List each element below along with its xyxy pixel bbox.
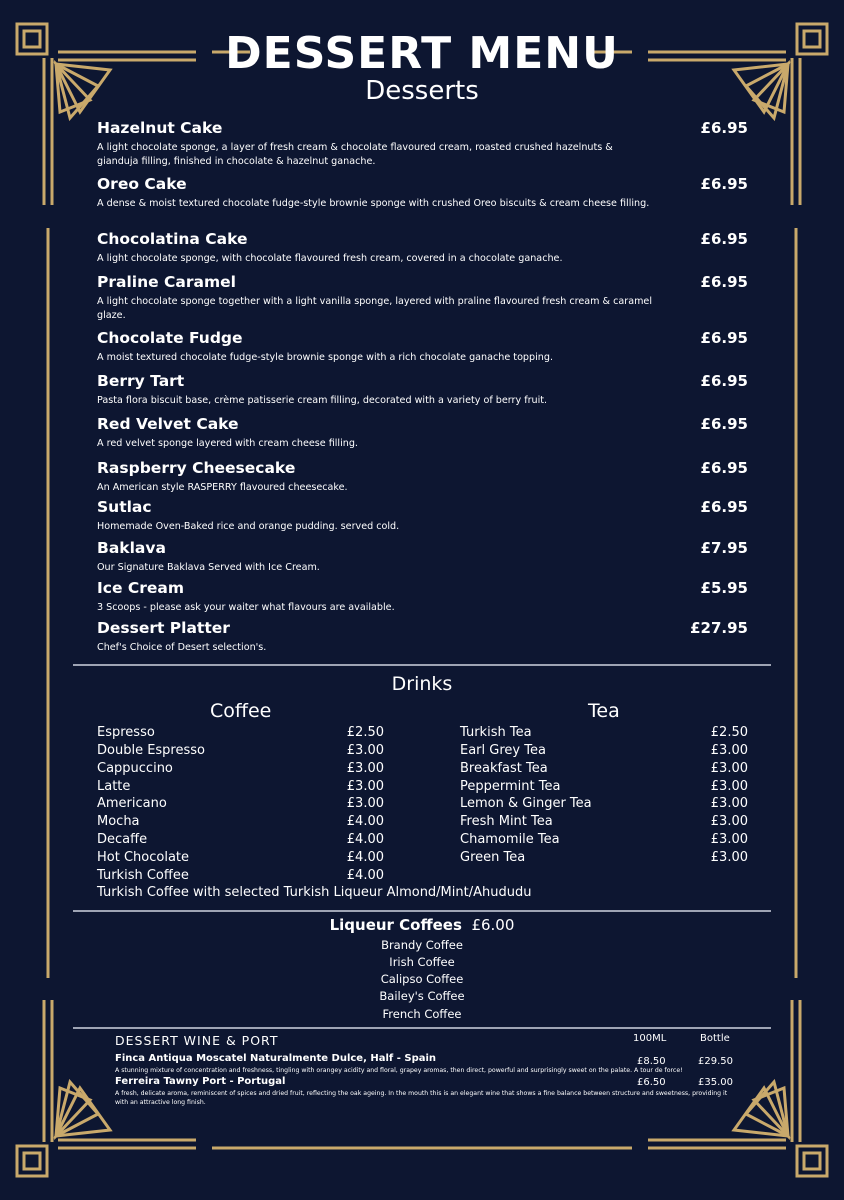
- list-item: [460, 814, 748, 829]
- drinks-heading: Drinks: [391, 673, 453, 695]
- drink-price: £3.00: [346, 761, 384, 776]
- drink-name: Chamomile Tea: [460, 832, 560, 847]
- liqueur-price: £6.00: [471, 916, 515, 934]
- drink-name: Turkish Coffee: [97, 868, 189, 883]
- drink-price: £3.00: [346, 743, 384, 758]
- wine-description: A stunning mixture of concentration and freshness, tingling with orangey acidity and floral, grapey aromas, then direct, powerful and surprisingly sweet on the palate. A tour de force!: [115, 1067, 683, 1074]
- item-price: £6.95: [700, 329, 748, 347]
- drink-name: Earl Grey Tea: [460, 743, 546, 758]
- drink-price: £3.00: [710, 779, 748, 794]
- list-item: Calipso Coffee: [380, 972, 464, 986]
- list-item: [97, 868, 384, 883]
- list-item: [97, 796, 384, 811]
- drink-name: Breakfast Tea: [460, 761, 548, 776]
- wine-name: Ferreira Tawny Port - Portugal: [115, 1076, 286, 1087]
- drink-price: £3.00: [710, 814, 748, 829]
- list-item: French Coffee: [382, 1007, 462, 1021]
- item-price: £6.95: [700, 415, 748, 433]
- drink-price: £3.00: [710, 743, 748, 758]
- wine-col-bottle: Bottle: [700, 1033, 730, 1044]
- list-item: [460, 796, 748, 811]
- item-name: Praline Caramel: [97, 273, 236, 291]
- item-description: A light chocolate sponge, a layer of fresh cream & chocolate flavoured cream, roasted crushed hazelnuts & gianduja filling, finished in chocolate & hazelnut ganache.: [97, 142, 613, 167]
- drink-price: £3.00: [346, 779, 384, 794]
- page-title: DESSERT MENU: [225, 28, 619, 79]
- list-item: [97, 761, 384, 776]
- drink-price: £3.00: [710, 850, 748, 865]
- list-item: [460, 779, 748, 794]
- item-description: A light chocolate sponge together with a light vanilla sponge, layered with praline flavoured fresh cream & caramel glaze.: [97, 296, 652, 321]
- liqueur-heading: Liqueur Coffees: [329, 916, 462, 934]
- item-price: £27.95: [690, 619, 748, 637]
- drink-price: £4.00: [346, 832, 384, 847]
- item-price: £7.95: [700, 539, 748, 557]
- coffee-heading: Coffee: [210, 700, 272, 722]
- drink-price: £4.00: [346, 850, 384, 865]
- item-description: Pasta flora biscuit base, crème patisserie cream filling, decorated with a variety of berry fruit.: [97, 395, 548, 406]
- item-description: A red velvet sponge layered with cream cheese filling.: [97, 438, 358, 449]
- desserts-heading: Desserts: [365, 76, 479, 106]
- list-item: [97, 743, 384, 758]
- item-description: 3 Scoops - please ask your waiter what flavours are available.: [97, 602, 395, 613]
- list-item: [97, 725, 384, 740]
- drink-name: Americano: [97, 796, 167, 811]
- drink-name: Mocha: [97, 814, 140, 829]
- item-description: A moist textured chocolate fudge-style brownie sponge with a rich chocolate ganache topping.: [97, 352, 553, 363]
- list-item: [460, 743, 748, 758]
- item-description: Homemade Oven-Baked rice and orange pudding. served cold.: [97, 521, 400, 532]
- item-price: £6.95: [700, 372, 748, 390]
- list-item: Irish Coffee: [389, 955, 455, 969]
- drink-price: £4.00: [346, 868, 384, 883]
- item-name: Chocolatina Cake: [97, 230, 248, 248]
- wine-price-100ml: £8.50: [637, 1056, 666, 1067]
- item-name: Ice Cream: [97, 579, 185, 597]
- wine-heading: DESSERT WINE & PORT: [115, 1033, 279, 1048]
- item-name: Sutlac: [97, 498, 152, 516]
- item-price: £6.95: [700, 230, 748, 248]
- item-price: £6.95: [700, 119, 748, 137]
- drink-price: £3.00: [710, 796, 748, 811]
- drink-price: £3.00: [710, 761, 748, 776]
- tea-heading: Tea: [588, 700, 620, 722]
- wine-description: A fresh, delicate aroma, reminiscent of spices and dried fruit, reflecting the oak ageing. In the mouth this is an elegant wine that shows a fine balance between structure and sweetness, providing it with an attractive long finish.: [115, 1090, 728, 1106]
- drink-name: Latte: [97, 779, 131, 794]
- list-item: Brandy Coffee: [381, 938, 463, 952]
- list-item: [460, 761, 748, 776]
- list-item: [97, 779, 384, 794]
- item-name: Berry Tart: [97, 372, 185, 390]
- drink-price: £2.50: [710, 725, 748, 740]
- list-item: [97, 814, 384, 829]
- list-item: [97, 850, 384, 865]
- wine-price-100ml: £6.50: [637, 1077, 666, 1088]
- drink-name: Espresso: [97, 725, 155, 740]
- item-description: A dense & moist textured chocolate fudge-style brownie sponge with crushed Oreo biscuits & cream cheese filling.: [97, 198, 650, 209]
- wine-price-bottle: £29.50: [698, 1056, 733, 1067]
- item-name: Red Velvet Cake: [97, 415, 239, 433]
- liqueur-heading-row: [0, 916, 844, 934]
- list-item: Bailey's Coffee: [379, 989, 465, 1003]
- drink-price: £3.00: [346, 796, 384, 811]
- coffee-note: Turkish Coffee with selected Turkish Liqueur Almond/Mint/Ahududu: [97, 885, 532, 900]
- item-price: £5.95: [700, 579, 748, 597]
- item-price: £6.95: [700, 459, 748, 477]
- drink-name: Peppermint Tea: [460, 779, 561, 794]
- wine-price-bottle: £35.00: [698, 1077, 733, 1088]
- drink-name: Cappuccino: [97, 761, 173, 776]
- item-name: Raspberry Cheesecake: [97, 459, 296, 477]
- item-name: Chocolate Fudge: [97, 329, 243, 347]
- item-price: £6.95: [700, 273, 748, 291]
- item-description: A light chocolate sponge, with chocolate flavoured fresh cream, covered in a chocolate ganache.: [97, 253, 563, 264]
- wine-col-100ml: 100ML: [633, 1033, 667, 1044]
- item-name: Oreo Cake: [97, 175, 187, 193]
- item-name: Hazelnut Cake: [97, 119, 223, 137]
- list-item: [460, 850, 748, 865]
- item-description: Chef's Choice of Desert selection's.: [97, 642, 267, 653]
- drink-name: Hot Chocolate: [97, 850, 190, 865]
- drink-name: Green Tea: [460, 850, 526, 865]
- list-item: [97, 832, 384, 847]
- wine-name: Finca Antiqua Moscatel Naturalmente Dulce, Half - Spain: [115, 1053, 437, 1064]
- drink-price: £2.50: [346, 725, 384, 740]
- drink-name: Fresh Mint Tea: [460, 814, 553, 829]
- drink-name: Decaffe: [97, 832, 148, 847]
- item-description: An American style RASPERRY flavoured cheesecake.: [97, 482, 348, 493]
- drink-price: £4.00: [346, 814, 384, 829]
- list-item: [460, 832, 748, 847]
- item-name: Baklava: [97, 539, 166, 557]
- item-name: Dessert Platter: [97, 619, 230, 637]
- item-price: £6.95: [700, 175, 748, 193]
- drink-name: Lemon & Ginger Tea: [460, 796, 592, 811]
- list-item: [460, 725, 748, 740]
- item-description: Our Signature Baklava Served with Ice Cream.: [97, 562, 320, 573]
- drink-price: £3.00: [710, 832, 748, 847]
- drink-name: Double Espresso: [97, 743, 205, 758]
- drink-name: Turkish Tea: [460, 725, 532, 740]
- item-price: £6.95: [700, 498, 748, 516]
